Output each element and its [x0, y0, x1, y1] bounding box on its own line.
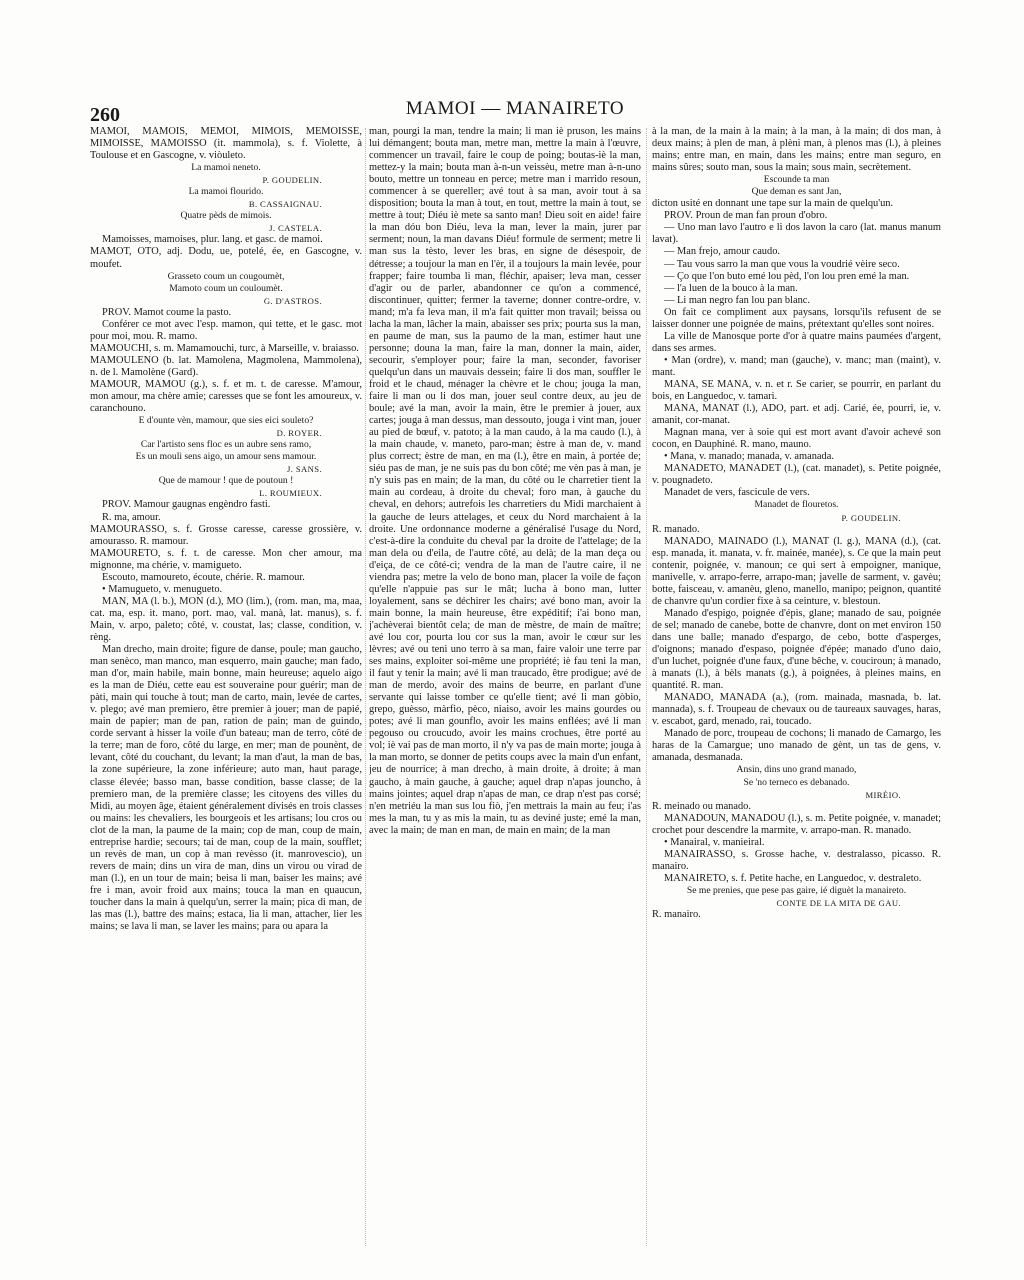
entry-paragraph: MAMOUR, MAMOU (g.), s. f. et m. t. de caresse. M'amour, mon amour, ma chère amie; caresses que se font les amoureux, v. caranchouno.: [90, 378, 362, 415]
verse-quote: Se me prenies, que pese pas gaire, ié diguèt la manaireto.: [686, 884, 907, 896]
entry-paragraph: Conférer ce mot avec l'esp. mamon, qui tette, et le gasc. mot pour moi, mou. R. mamo.: [90, 318, 362, 342]
entry-paragraph: — Uno man lavo l'autro e li dos lavon la caro (lat. manus manum lavat).: [652, 222, 941, 246]
entry-paragraph: MAMOT, OTO, adj. Dodu, ue, potelé, ée, en Gascogne, v. moufet.: [90, 246, 362, 270]
verse-quote: Quatre pèds de mimois.: [180, 210, 272, 222]
quote-attribution: CONTE DE LA MITA DE GAU.: [776, 898, 901, 908]
entry-paragraph: R. manairo.: [652, 909, 701, 921]
entry-paragraph: Magnan mana, ver à soie qui est mort avant d'avoir achevé son cocon, en Dauphiné. R. mano, mauno.: [652, 427, 941, 451]
verse-quote: Se 'no terneco es debanado.: [743, 776, 850, 788]
quote-attribution: J. CASTELA.: [269, 223, 322, 234]
entry-paragraph: R. ma, amour.: [102, 511, 161, 523]
entry-paragraph: On fait ce compliment aux paysans, lorsqu'ils refusent de se laisser donner une poignée de mains, prétextant qu'elles sont noires.: [652, 306, 941, 330]
entry-paragraph: — l'a luen de la bouco à la man.: [664, 282, 798, 294]
text-column-right: [652, 126, 941, 1250]
page-number: 260: [90, 104, 120, 126]
entry-paragraph: MAMOURASSO, s. f. Grosse caresse, caresse grossière, v. amourasso. R. mamour.: [90, 523, 362, 547]
entry-paragraph: MANADO, MAINADO (l.), MANAT (l. g.), MANA (d.), (cat. esp. manada, it. manata, v. fr. mainée, manée), s. Ce que la main peut contenir, poignée, v. manoun; ce qui sert à empoigner, manique, manivelle, v. arrapo-ferre, arrapo-man; javelle de sarment, v. gavèu; botte, faisceau, v. amanèu, gleno, manello, manipo; peignon, quantité de chanvre qu'un cordier fixe à sa ceinture, v. blestoun.: [652, 535, 941, 607]
entry-paragraph: La ville de Manosque porte d'or à quatre mains paumées d'argent, dans ses armes.: [652, 330, 941, 354]
quote-attribution: MIRÈIO.: [865, 789, 901, 800]
running-head: MAMOI — MANAIRETO: [405, 98, 625, 119]
entry-paragraph: Escouto, mamoureto, écoute, chérie. R. mamour.: [102, 571, 305, 583]
entry-paragraph: — Li man negro fan lou pan blanc.: [664, 294, 811, 306]
quote-attribution: G. D'ASTROS.: [263, 295, 322, 306]
verse-quote: Mamoto coum un couloumèt.: [169, 282, 283, 294]
entry-paragraph: — Tau vous sarro la man que vous la voudrié vèire seco.: [664, 258, 900, 270]
entry-paragraph: MAN, MA (l. b.), MON (d.), MO (lim.), (rom. man, ma, maa, cat. ma, esp. it. mano, port. mao, val. manà, lat. manus), s. f. Main, v. arpo, paleto; côté, v. coustat, las; classe, condition, v. rèng.: [90, 595, 362, 643]
verse-quote: E d'ounte vèn, mamour, que sies eici souleto?: [138, 415, 314, 427]
entry-paragraph: • Man (ordre), v. mand; man (gauche), v. manc; man (maint), v. mant.: [652, 354, 941, 378]
verse-quote: La mamoi neneto.: [191, 162, 261, 174]
verse-quote: Que de mamour ! que de poutoun !: [158, 475, 294, 487]
entry-paragraph: Manado de porc, troupeau de cochons; li manado de Camargo, les haras de la Camargue; uno manado de gènt, un tas de gens, v. amanada, desmanada.: [652, 728, 941, 764]
entry-paragraph: MANA, SE MANA, v. n. et r. Se carier, se pourrir, en parlant du bois, en Languedoc, v. tamari.: [652, 378, 941, 403]
verse-quote: Que deman es sant Jan,: [751, 186, 842, 198]
entry-paragraph: MANADOUN, MANADOU (l.), s. m. Petite poignée, v. manadet; crochet pour descendre la marmite, v. arrapo-man. R. manado.: [652, 812, 941, 836]
text-column-left: [90, 126, 362, 1250]
quote-attribution: D. ROYER.: [276, 428, 322, 439]
entry-paragraph: R. meinado ou manado.: [652, 800, 751, 812]
entry-paragraph: MAMOULENO (b. lat. Mamolena, Magmolena, Mammolena), n. de l. Mamolène (Gard).: [90, 354, 362, 378]
entry-paragraph: Manado d'espigo, poignée d'épis, glane; manado de sau, poignée de sel; manado de canebe, botte de chanvre, dont on met environ 150 dans une balle; manado d'espargo, de cebo, botte d'asperges, d'oignons; manado d'espaso, poignée d'épée; manado d'uno daio, d'un luchet, poignée d'une faux, d'une bêche, v. couciroun; à manado, à manats (l.), à bèls manats (g.), à poignées, à pleines mains, en quantité. R. man.: [652, 607, 941, 692]
text-column-middle: [369, 126, 641, 1250]
column-divider: [365, 128, 366, 1246]
entry-paragraph: MAMOUCHI, s. m. Mamamouchi, turc, à Marseille, v. braiasso.: [90, 342, 359, 354]
entry-paragraph: MANADO, MANADA (a.), (rom. mainada, masnada, b. lat. mannada), s. f. Troupeau de chevaux ou de taureaux sauvages, haras, v. escabot, gard, menado, rai, toucado.: [652, 692, 941, 728]
verse-quote: Ansin, dins uno grand manado,: [736, 764, 857, 776]
entry-paragraph: Manadet de vers, fascicule de vers.: [664, 487, 810, 499]
entry-paragraph: PROV. Proun de man fan proun d'obro.: [664, 210, 828, 222]
verse-quote: Grasseto coum un cougoumèt,: [167, 270, 285, 282]
verse-quote: Escounde ta man: [763, 174, 830, 186]
entry-paragraph: R. manado.: [652, 523, 700, 535]
quote-attribution: L. ROUMIEUX.: [259, 488, 322, 499]
entry-paragraph: • Mana, v. manado; manada, v. amanada.: [664, 451, 834, 463]
quote-attribution: P. GOUDELIN.: [262, 175, 322, 186]
verse-quote: Manadet de flouretos.: [754, 499, 839, 511]
entry-paragraph: • Manairal, v. manieiral.: [664, 836, 765, 848]
quote-attribution: P. GOUDELIN.: [841, 512, 901, 523]
entry-paragraph: MANAIRETO, s. f. Petite hache, en Languedoc, v. destraleto.: [664, 872, 922, 884]
quote-attribution: J. SANS.: [287, 464, 322, 475]
entry-paragraph: MANAIRASSO, s. Grosse hache, v. destralasso, picasso. R. manairo.: [652, 848, 941, 872]
entry-paragraph: — Ço que l'on buto emé lou pèd, l'on lou pren emé la man.: [664, 270, 910, 282]
verse-quote: Car l'artisto sens floc es un aubre sens ramo,: [140, 439, 312, 451]
entry-paragraph: PROV. Mamour gaugnas engèndro fasti.: [102, 499, 271, 511]
entry-paragraph: MANA, MANAT (l.), ADO, part. et adj. Carié, ée, pourri, ie, v. amanit, cor-manat.: [652, 403, 941, 427]
entry-paragraph: MAMOURETO, s. f. t. de caresse. Mon cher amour, ma mignonne, ma chérie, v. mamigueto.: [90, 547, 362, 571]
verse-quote: La mamoi flourido.: [188, 186, 264, 198]
entry-paragraph: Man drecho, main droite; figure de danse, poule; man gaucho, man senèco, man manco, man esquerro, main gauche; man fado, man d'or, main habile, main bonne, main heureuse; aquelo aigo es la man de Diéu, cette eau est souveraine pour guérir; man de pàti, main qui touche à tout; man de carto, main, levée de cartes, v. plego; avé man premiero, être premier à jouer; man de papié, main de papier; man de pan, ration de pain; man de guindo, corde servant à hisser la voile d'un bateau; man de terro, côté de la terre; man de foro, côté du large, en mer; man de pounènt, de levant, côté du couchant, du levant; la man d'aut, la man de bas, la zone supérieure, la zone inférieure; auto man, haut parage, classe élevée; basso man, basse condition, basse classe; de la premiero man, de la première classe; les citoyens des villes du Midi, au moyen âge, étaient généralement divisés en trois classes ou mains: les chevaliers, les bourgeois et les artisans; lou cros ou clot de la man, la paume de la main; cop de man, coup de main, entreprise hardie; secours; tai de man, coup de la main, soufflet; un revès de man, un cop à man revèsso (it. manrovescio), un revers de main; dins un vira de man, dins un virou ou virad de man (l.), en un tour de main; beisa li man, baiser les mains; avé fre i man, avoir froid aux mains; touca la man en quaucun, toucher dans la main à quelqu'un, serrer la main; pica di man, de las mas (l.), battre des mains; estaca, lia li man, attacher, lier les mains; se lava li man, se laver les mains; para ou apara la: [90, 644, 362, 933]
entry-paragraph: — Man frejo, amour caudo.: [664, 246, 780, 258]
verse-quote: Es un moulì sens aigo, un amour sens mamour.: [135, 451, 317, 463]
entry-paragraph: • Mamugueto, v. menugueto.: [102, 583, 223, 595]
column-divider: [646, 128, 647, 1246]
entry-paragraph: à la man, de la main à la main; à la man, à la main; di dos man, à deux mains; à plen de man, à plèni man, à plenos mas (l.), à pleines mains; entre man, en main, dans les mains; entre man seguro, en mains sûres; souto man, sous la main; sous main, secrètement.: [652, 126, 941, 174]
entry-paragraph: man, pourgi la man, tendre la main; li man iè pruson, les mains lui démangent; bouta man, metre man, mettre la main à l'œuvre, commencer un travail, faire le coup de poing; boutas-iè la man, mettez-y la main; bouta man à-n-un veissèu, metre man à-n-uno bouto, mettre un tonneau en perce; metre man i marrido resoun, commencer à se quereller; avé tout à sa man, avoir tout à sa disposition; bouta la man à tout, en tout, mettre la main à tout, se mettre à tout; Diéu iè mete sa santo man! Dieu soit en aide! faire la man dóu bon Diéu, leva la man, lever la main, jurer par serment; noun, la man davans Diéu! formule de serment; metre li man sus la tèsto, lever les bras, en signe de désespoir, de détresse; a toujour la man en l'èr, il a toujours la main levée, pour frapper; faire toumba li man, fléchir, apaiser; leva man, cesser d'agir ou de parler, abandonner ce qu'on a commencé, discontinuer, quitter; fermer la taverne; donner contre-ordre, v. mand; m'a fa leva man, il m'a fait quitter mon travail; beissa ou lacha la man, lâcher la main, abaisser ses prix; pourta sus la man, en paume de man, sus la paumo de la man, estimer haut une personne; douna la man, faire la man, donner la main, aider, secourir, s'employer pour; faire la man, seconder, favoriser quelqu'un dans un mauvais dessein; faire li dos man, souffler le froid et le chaud, ménager la chèvre et le chou; jouga la man, faire li man ou li dos man, jouer seul contre deux, au jeu de boule; avé la man, avoir la main, être le premier à jouer, aux cartes; jouga à man dessus, man dessouto, jouga i vint man, jouer au pied de bœuf, v. patoto; à la man caudo, à la ma caudo (l.), à la main chaude, v. maneto, paro-man; èstre à man de, v. mand plus correct; èstre de man, en ma (l.), être en main, à portée de; siéu pas de man, je ne suis pas du bon côté; me vèn pas à man, je n'y suis pas en main; de la man, du côté ou le charretier tient la main au cordeau, à droite du cheval; foro man, à gauche du cheval, en dehors; autrefois les charretiers du Midi marchaient à la gauche de leurs attelages, et ceux du Nord marchaient à la droite. Une ordonnance moderne a généralisé l'usage du Nord, c'est-à-dire la conduite du cheval par la droite de l'attelage; de la man dela ou d'eila, de l'autre côté, au delà; de la man deça ou d'eiça, de ce côté-ci; vendra de la man de l'autre caire, il ne viendra pas; metre la velo de bono man, placer la voile de façon qu'elle n'appuie pas sur le mât; lucha à bono man, lutter loyalement, sans se déchirer les chairs; avé bono man, avoir la main bonne, la main heureuse, être expéditif; i'ai bono man, j'achèverai bientôt cela; de man de mèstre, de main de maître; avé lou cor, pourta lou cor sus la man, avoir le cœur sur les lèvres; avé ou teni uno terro à sa man, faire valoir une terre par ses mains, exploiter soi-même une propriété; iè fau teni la man, il faut y tenir la main; avé li man traucado, être prodigue; avé de man de merdo, avoir des mains de beurre, en parlant d'une servante qui laisse tomber ce qu'elle tient; avé li man gòbio, grepo, guèsso, màrfio, pèco, niaiso, avoir les mains gourdes ou potes; avé li man gounflo, avoir les mains enflées; avé li man pegouso ou croucudo, avoir les mains crochues, être porté au vol; iè vai pas de man morto, il n'y va pas de main morte; jouga à la man morto, se donner de petits coups avec la main d'un enfant, jeu de nourrice; à man drecho, à main droite, à droite; à man gaucho, à main gauche, à gauche; aquel drap n'apas jouncho, à mains jointes; aquel drap n'apas de man, ce drap n'est pas corsé; n'en metriéu la man sus lou fiò, j'en mettrais la main au feu; i'as mes la man, tu y as mis la main, tu as deviné juste; emé la man, avec la main; de man en man, de main en main; de la man: [369, 126, 641, 836]
entry-paragraph: MANADETO, MANADET (l.), (cat. manadet), s. Petite poignée, v. pougnadeto.: [652, 463, 941, 487]
entry-paragraph: dicton usité en donnant une tape sur la main de quelqu'un.: [652, 198, 894, 210]
quote-attribution: B. CASSAIGNAU.: [248, 199, 322, 210]
entry-paragraph: MAMOI, MAMOIS, MEMOI, MIMOIS, MEMOISSE, MIMOISSE, MAMOISSO (it. mammola), s. f. Violette, à Toulouse et en Gascogne, v. viòuleto.: [90, 126, 362, 162]
entry-paragraph: PROV. Mamot coume la pasto.: [102, 306, 232, 318]
entry-paragraph: Mamoisses, mamoises, plur. lang. et gasc. de mamoi.: [102, 234, 323, 246]
